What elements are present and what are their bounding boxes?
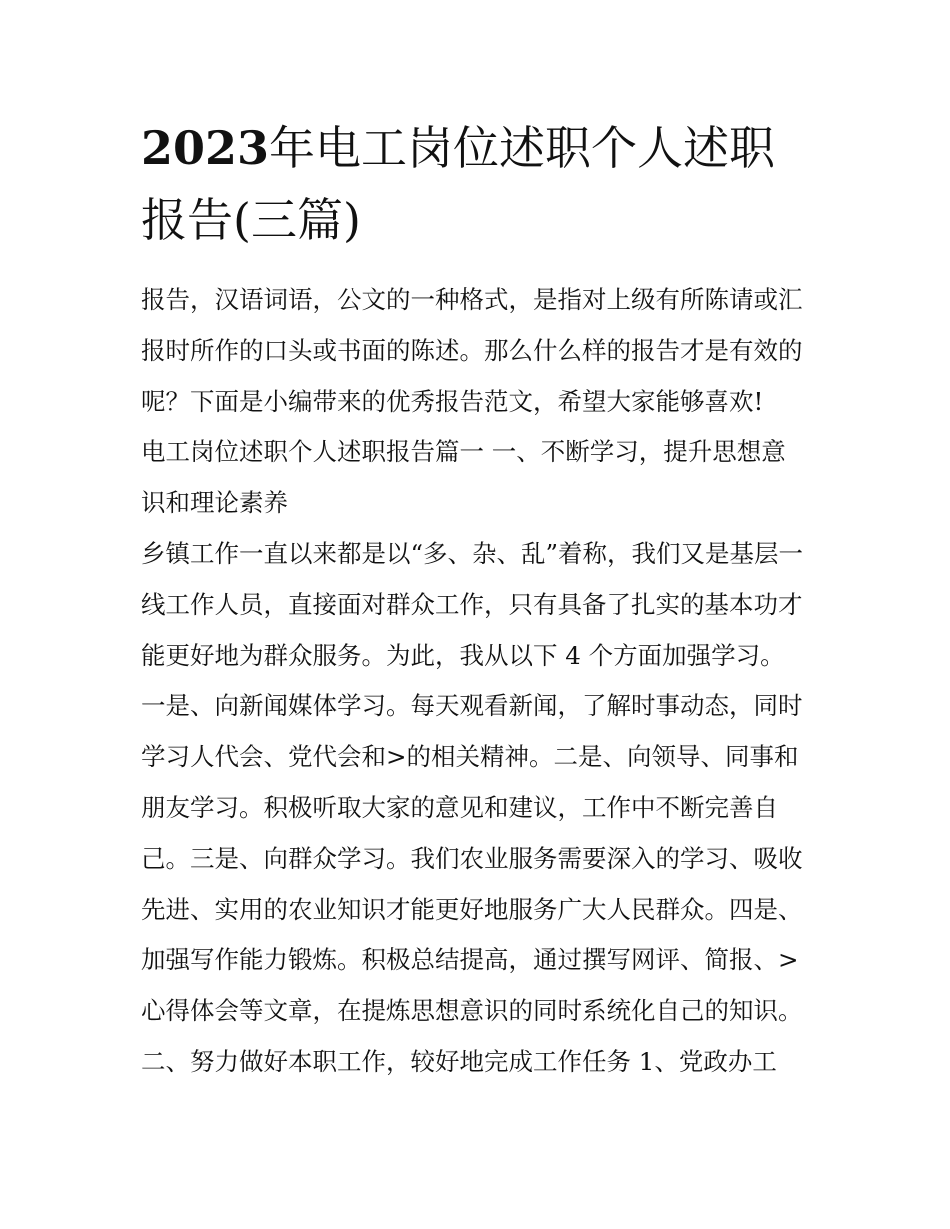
paragraph-line: 呢？下面是小编带来的优秀报告范文，希望大家能够喜欢! <box>141 387 764 416</box>
paragraph-line: 报时所作的口头或书面的陈述。那么什么样的报告才是有效的 <box>141 336 803 365</box>
paragraph-line: 加强写作能力锻炼。积极总结提高，通过撰写网评、简报、> <box>141 945 799 974</box>
title-text: 年电工岗位述职个人述职报告(三篇) <box>141 121 776 247</box>
paragraph-line: 先进、实用的农业知识才能更好地服务广大人民群众。四是、 <box>141 895 803 924</box>
paragraph-line: 一是、向新闻媒体学习。每天观看新闻，了解时事动态，同时 <box>141 691 803 720</box>
document-title <box>141 112 821 256</box>
paragraph-line: 线工作人员，直接面对群众工作，只有具备了扎实的基本功才 <box>141 590 803 619</box>
paragraph-line: 学习人代会、党代会和>的相关精神。二是、向领导、同事和 <box>141 742 799 771</box>
paragraph-line: 识和理论素养 <box>141 488 288 517</box>
paragraph-line: 乡镇工作一直以来都是以“多、杂、乱”着称，我们又是基层一 <box>141 539 804 568</box>
paragraph-line: 己。三是、向群众学习。我们农业服务需要深入的学习、吸收 <box>141 844 803 873</box>
paragraph-line: 能更好地为群众服务。为此，我从以下 4 个方面加强学习。 <box>141 641 785 670</box>
paragraph-line: 心得体会等文章，在提炼思想意识的同时系统化自己的知识。 <box>141 996 803 1025</box>
paragraph-line: 二、努力做好本职工作，较好地完成工作任务 1、党政办工 <box>141 1047 777 1076</box>
paragraph-line: 报告，汉语词语，公文的一种格式，是指对上级有所陈请或汇 <box>141 285 803 314</box>
title-year: 2023 <box>141 121 270 175</box>
paragraph-line: 电工岗位述职个人述职报告篇一 一、不断学习，提升思想意 <box>141 437 786 466</box>
paragraph-line: 朋友学习。积极听取大家的意见和建议，工作中不断完善自 <box>141 793 778 822</box>
